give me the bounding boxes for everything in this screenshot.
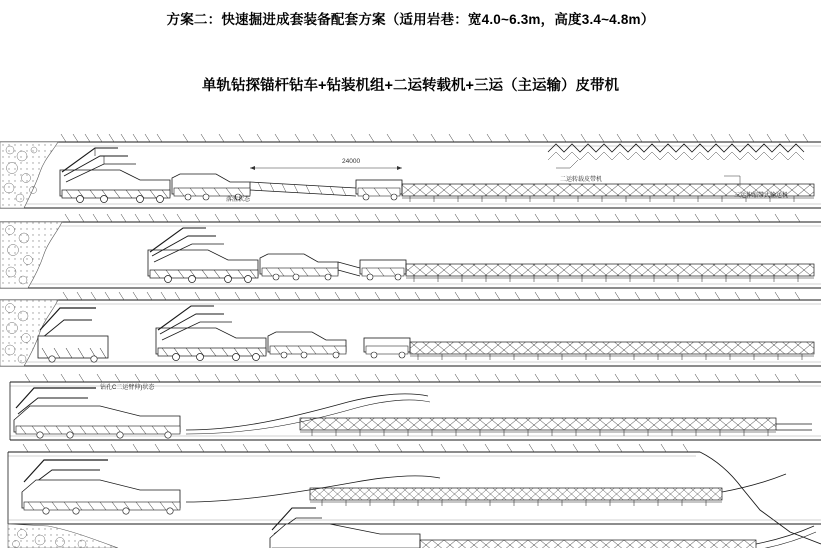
second-conveyor-row-5a [186, 474, 786, 506]
third-conveyor-row-3 [410, 342, 814, 360]
loader-unit-row-3 [268, 332, 346, 358]
drill-jumbo-row-5 [22, 460, 180, 514]
caption-second-conveyor: 二运转载皮带机 [560, 177, 603, 183]
rock-mass-row-1 [0, 142, 58, 208]
transfer-vehicle-row-1 [356, 180, 402, 200]
third-conveyor-row-5b [420, 526, 816, 548]
transfer-vehicle-row-2 [360, 260, 406, 280]
page-title: 方案二：快速掘进成套装备配套方案（适用岩巷：宽4.0~6.3m，高度3.4~4.8m） [166, 12, 655, 27]
transfer-vehicle-row-3 [364, 338, 410, 358]
row-1-group [0, 134, 821, 208]
loader-unit-row-5b [270, 508, 420, 548]
dimension-24000 [250, 166, 402, 170]
roof-bolts-row-3 [63, 292, 800, 300]
dimension-label-24000: 24000 [342, 158, 361, 165]
row-2-group [0, 214, 821, 288]
roof-bolts-row-5 [23, 444, 688, 452]
drill-jumbo-row-2 [148, 228, 258, 283]
rock-mass-row-2 [0, 222, 62, 288]
rock-mass-row-5 [8, 524, 118, 548]
row-3-group [0, 292, 821, 366]
equipment-layout-diagram [0, 130, 821, 548]
page-subtitle: 单轨钻探锚杆钻车+钻装机组+二运转载机+三运（主运输）皮带机 [202, 78, 619, 94]
drill-jumbo-row-4 [14, 388, 180, 438]
roof-bolts-row-1 [61, 134, 808, 142]
roof-bolts-row-4 [25, 374, 800, 382]
caption-coal-slurry-state: 落渣状态 [226, 197, 251, 203]
ventilation-duct-row-1 [548, 144, 804, 160]
third-conveyor-row-2 [406, 264, 814, 282]
caption-third-conveyor: 三运伸缩带式输送机 [734, 193, 789, 199]
loader-unit-row-2 [260, 254, 338, 280]
third-conveyor-row-4 [300, 418, 812, 436]
drill-jumbo-row-3 [156, 306, 266, 361]
drill-jumbo-row-1 [60, 148, 170, 203]
second-conveyor-row-1 [250, 182, 356, 196]
second-conveyor-row-2 [338, 262, 360, 276]
caption-drill-c-mode-state: 钻孔C二运臂伸)状态 [100, 385, 155, 391]
row-5-group [8, 444, 821, 548]
roof-bolts-row-2 [65, 214, 800, 222]
